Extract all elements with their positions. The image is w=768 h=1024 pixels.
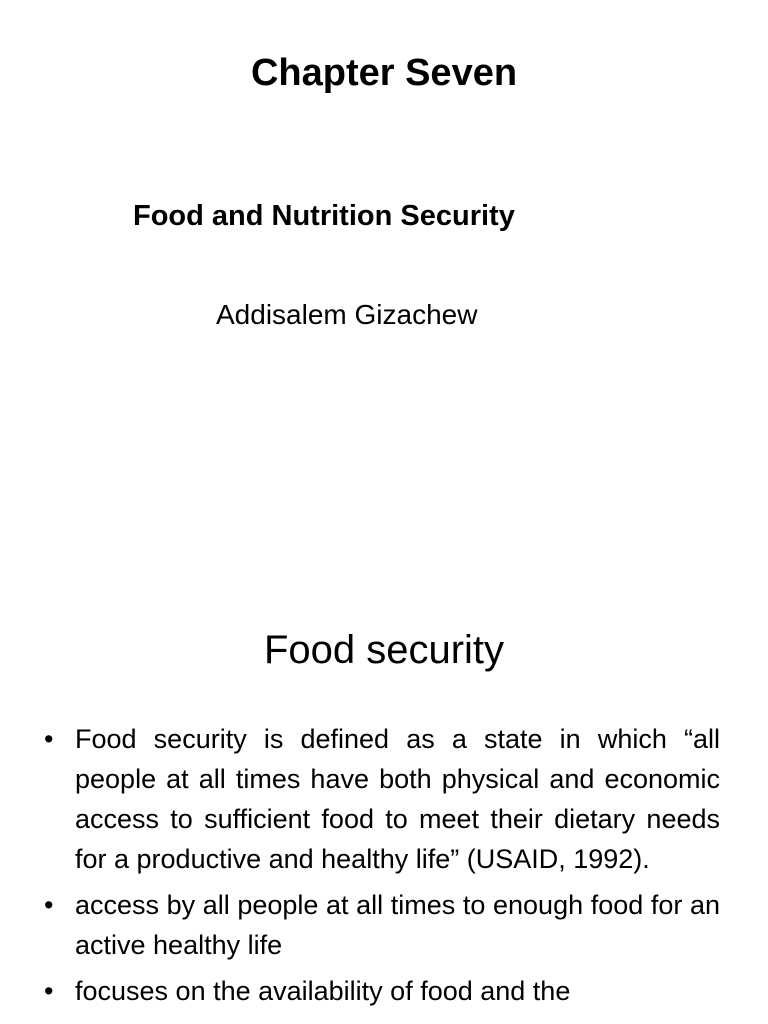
chapter-subtitle: Food and Nutrition Security — [133, 200, 515, 232]
slide-title: Food security — [263, 628, 505, 672]
slide-food-security — [0, 576, 768, 1024]
bullet-icon: • — [44, 724, 54, 754]
bullet-text: access by all people at all times to enough food for an active healthy life — [75, 890, 720, 960]
chapter-title: Chapter Seven — [250, 52, 518, 94]
bullet-text: Food security is defined as a state in which “all people at all times have both physical and economic access to sufficient food to meet their dietary needs for a productive and healthy life” (USAID, 1992). — [75, 724, 720, 874]
author-name: Addisalem Gizachew — [216, 299, 478, 330]
bullet-text: focuses on the availability of food and the — [75, 976, 571, 1006]
bullet-icon: • — [44, 890, 54, 920]
bullet-list — [44, 719, 720, 1017]
bullet-item — [44, 971, 720, 1011]
bullet-icon: • — [44, 976, 54, 1006]
bullet-item — [44, 719, 720, 879]
bullet-item — [44, 885, 720, 965]
